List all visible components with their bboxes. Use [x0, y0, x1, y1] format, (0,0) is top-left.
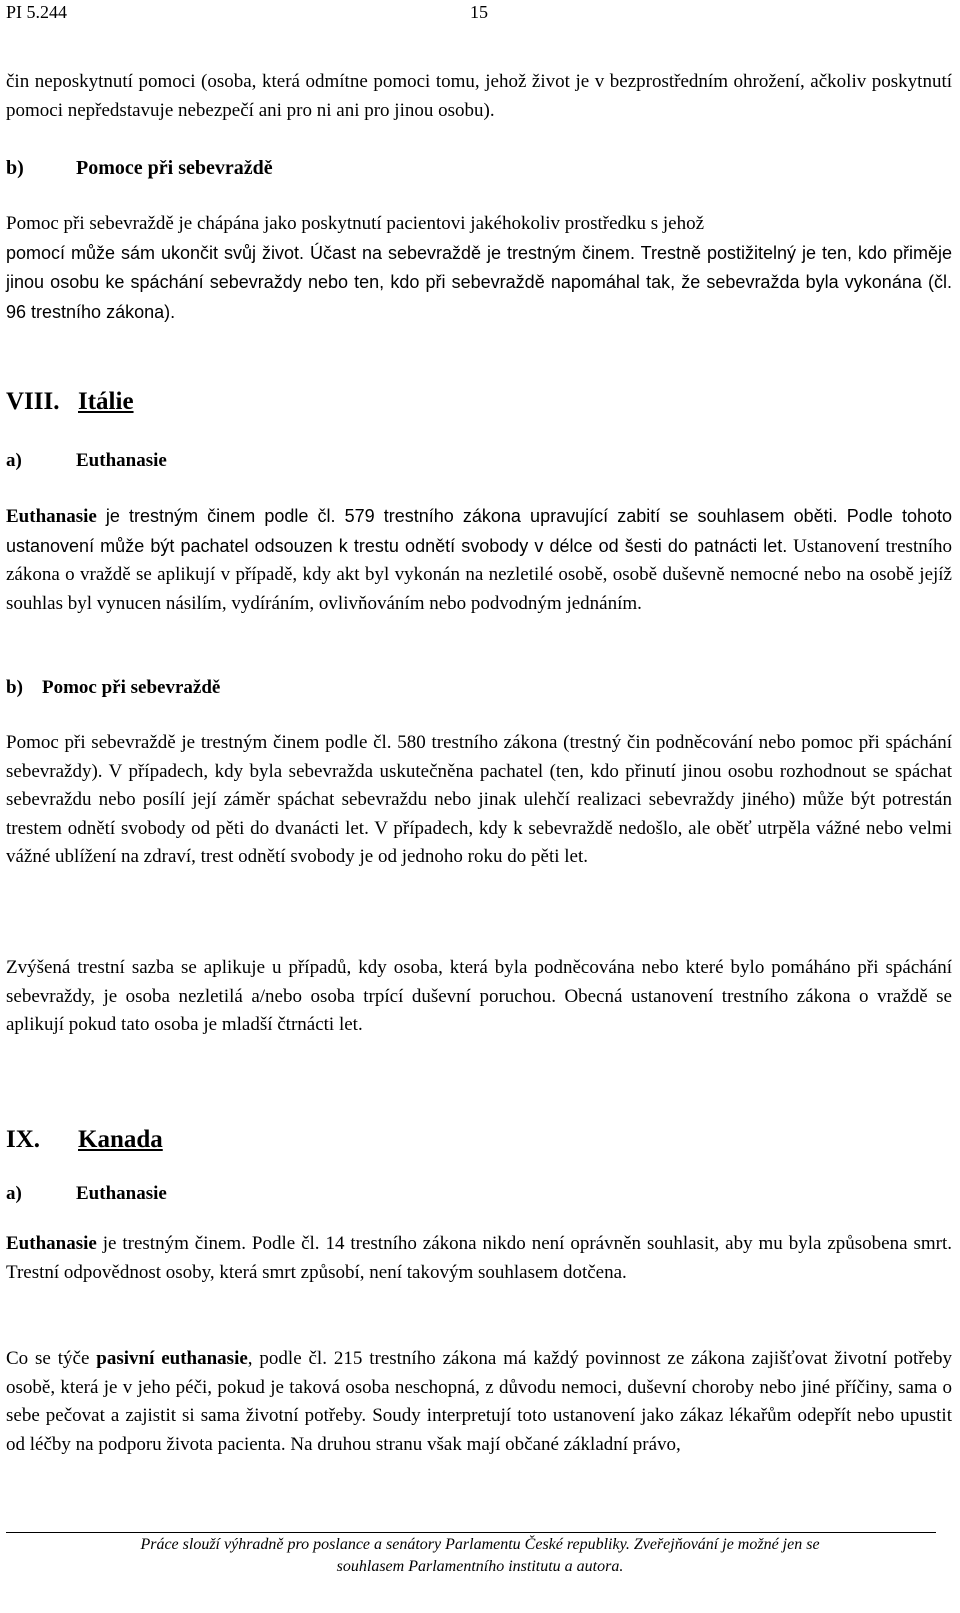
- paragraph-part: je trestným činem.: [96, 1233, 246, 1254]
- section-title: Euthanasie: [76, 450, 167, 471]
- header-doc-id: PI 5.244: [6, 2, 68, 22]
- paragraph-part: Ustanovení trestního zákona o vraždě se aplikují v případě, kdy akt byl vykonán na nezletilé osobě, osobě duševně nemocné nebo na osobě jejíž souhlas byl vynucen násilím, vydíráním, ovlivňováním nebo podvodným jednáním.: [6, 535, 952, 614]
- paragraph-part: Trestně postižitelný je ten, kdo přiměje jinou osobu ke spáchání sebevraždy nebo ten, kdo při sebevraždě napomáhal tak, že sebevražda byla vykonána (čl. 96 trestního zákona).: [6, 242, 952, 322]
- paragraph-a2: [6, 502, 952, 618]
- paragraph-intro: čin neposkytnutí pomoci (osoba, která odmítne pomoci tomu, jehož život je v bezprostředním ohrožení, ačkoliv poskytnutí pomoci nepředstavuje nebezpečí ani pro ni ani pro jinou osobu).: [6, 71, 952, 121]
- paragraph-part: Soudy interpretují toto ustanovení jako zákaz lékařům odepřít nebo upustit od léčby na podporu života pacienta.: [6, 1405, 952, 1455]
- bold-term: pasivní euthanasie: [96, 1348, 248, 1369]
- footer-divider: [6, 1532, 936, 1533]
- paragraph-part: je trestným činem podle čl. 579 trestního zákona upravující zabití se souhlasem oběti.: [96, 506, 838, 526]
- section-title: Euthanasie: [76, 1183, 167, 1204]
- chapter-heading-ix: [6, 1124, 952, 1156]
- bold-term: Euthanasie: [6, 1233, 97, 1254]
- section-heading-a2: [6, 447, 952, 475]
- section-label: b): [6, 677, 23, 698]
- section-heading-b1: [6, 154, 952, 182]
- section-title: Pomoce při sebevraždě: [76, 157, 273, 179]
- footer-note: [0, 1534, 960, 1578]
- paragraph-part: Pomoc při sebevraždě je chápána jako poskytnutí pacientovi jakéhokoliv prostředku s jehož: [6, 213, 705, 234]
- chapter-heading-viii: [6, 386, 952, 418]
- paragraph-b1: [6, 210, 952, 327]
- page-number: 15: [470, 2, 488, 22]
- paragraph-part: , podle čl.: [247, 1348, 327, 1369]
- paragraph-part: Zvýšená trestní sazba se aplikuje u případů, kdy osoba, která byla podněcována nebo které bylo pomáháno při spáchání sebevraždy, je osoba nezletilá a/nebo osoba trpící duševní poruchou.: [6, 957, 952, 1007]
- paragraph-a3: [6, 1230, 952, 1287]
- paragraph-part: Podle tohoto ustanovení může být pachatel odsouzen k trestu odnětí svobody v délce od šesti do patnácti let.: [6, 506, 953, 556]
- paragraph-part: Na druhou stranu však mají občané základní právo,: [285, 1433, 681, 1455]
- bold-term: Euthanasie: [6, 506, 97, 527]
- section-heading-b2: [6, 674, 952, 702]
- section-label: a): [6, 450, 22, 471]
- paragraph-part: Obecná ustanovení trestního zákona o vraždě se aplikují pokud tato osoba je mladší čtrnácti let.: [6, 985, 952, 1035]
- paragraph-part: Trestní odpovědnost osoby, která smrt způsobí, není takovým souhlasem dotčena.: [6, 1261, 627, 1283]
- chapter-number: IX.: [6, 1126, 41, 1153]
- footer-line: souhlasem Parlamentního institutu a autora.: [336, 1558, 624, 1575]
- paragraph-part: pomocí může sám ukončit svůj život. Účast na sebevraždě je trestným činem.: [6, 242, 635, 263]
- paragraph-part: 215 trestního zákona má každý povinnost ze zákona zajišťovat životní potřeby osobě, která je v jeho péči, pokud je taková osoba neschopná, z důvodu nemoci, duševní choroby nebo jiné příčiny, sama o sebe pečovat a zajistit si sama životní potřeby.: [6, 1348, 952, 1426]
- section-label: b): [6, 157, 24, 179]
- chapter-number: VIII.: [6, 388, 60, 415]
- paragraph-part: V případech, kdy k sebevraždě nedošlo, ale oběť utrpěla vážné nebo velmi vážné ublížení na zdraví, trest odnětí svobody je od jednoho roku do pěti let.: [6, 817, 952, 867]
- chapter-title: Kanada: [78, 1126, 163, 1153]
- chapter-title: Itálie: [78, 388, 134, 415]
- section-title: Pomoc při sebevraždě: [42, 677, 221, 698]
- paragraph-part: V případech, kdy byla sebevražda uskutečněna pachatel (ten, kdo přinutí jinou osobu rozhodnout se spáchat sebevraždu nebo posílí její záměr spáchat sebevraždu nebo jinak ulehčí realizaci sebevraždy jiného) může být potrestán trestem odnětí svobody od pěti do dvanácti let.: [6, 760, 952, 839]
- paragraph-b2: [6, 729, 952, 872]
- section-label: a): [6, 1183, 22, 1204]
- paragraph-part: Co se týče: [6, 1348, 97, 1369]
- paragraph-part: Pomoc při sebevraždě je trestným činem podle čl. 580 trestního zákona (trestný čin podněcování nebo pomoc při spáchání sebevraždy).: [6, 732, 952, 782]
- footer-line: Práce slouží výhradně pro poslance a senátory Parlamentu České republiky. Zveřejňování je možné jen se: [140, 1536, 820, 1553]
- paragraph-b2b: [6, 954, 952, 1040]
- paragraph-part: Podle čl. 14 trestního zákona nikdo není oprávněn souhlasit, aby mu byla způsobena smrt.: [245, 1233, 952, 1254]
- section-heading-a3: [6, 1180, 952, 1208]
- paragraph-a3b: [6, 1345, 952, 1459]
